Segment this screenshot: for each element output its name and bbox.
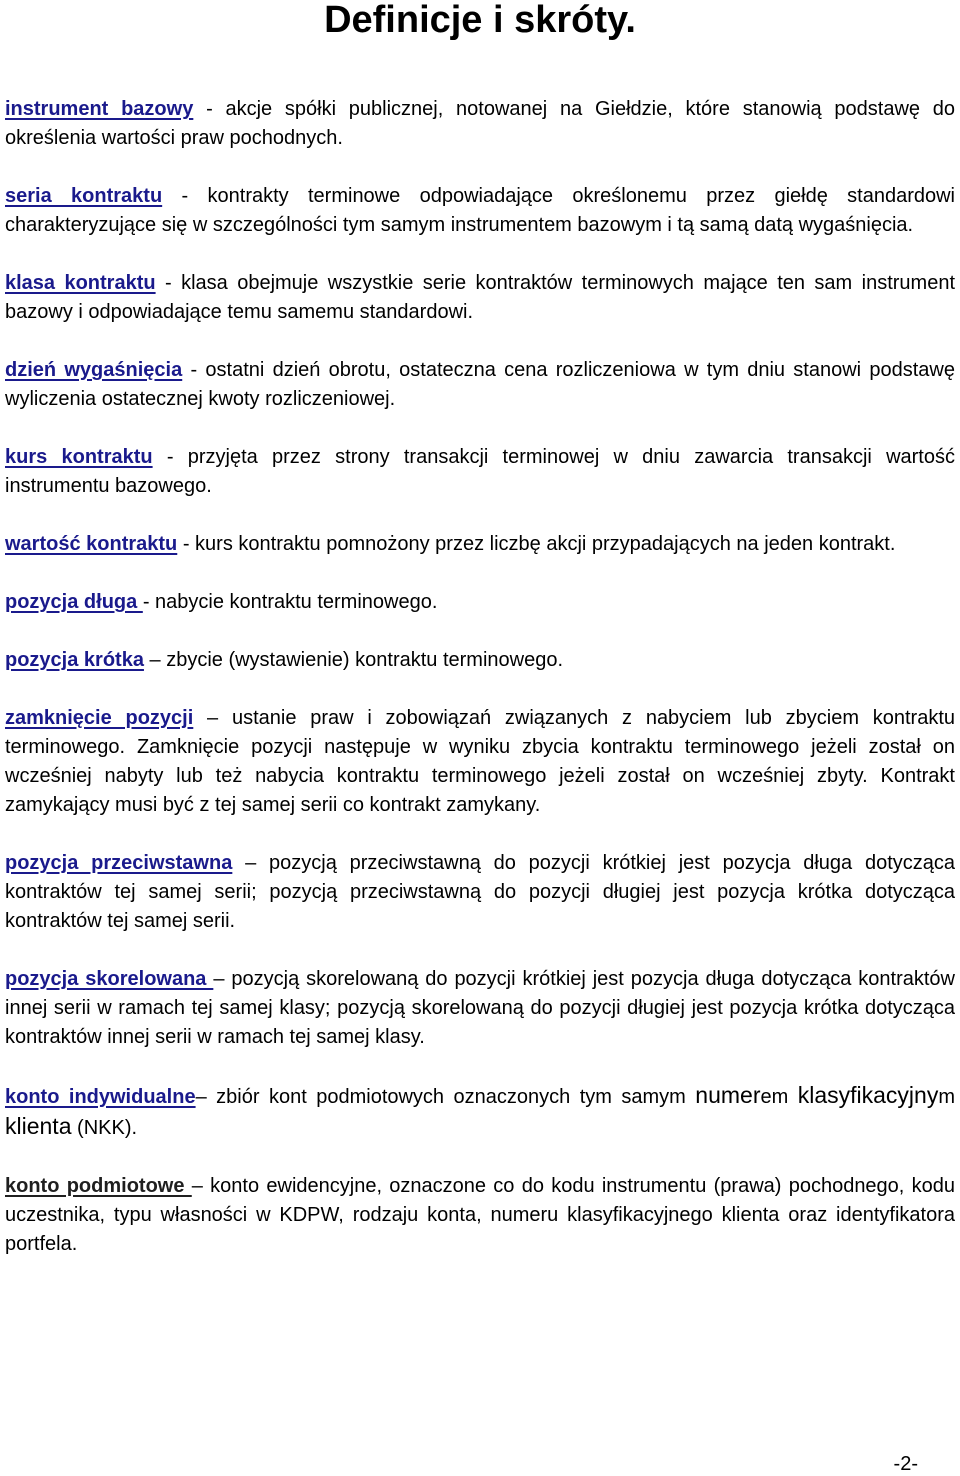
definition-item xyxy=(5,704,955,820)
definition-item xyxy=(5,849,955,936)
definition-item xyxy=(5,646,955,675)
definition-separator: – xyxy=(232,852,270,874)
definition-separator: – xyxy=(193,707,232,729)
definition-term: klasa kontraktu xyxy=(5,272,156,294)
definition-text-large: numer xyxy=(695,1082,761,1108)
definition-text-large: klasyfikacyjny xyxy=(797,1082,939,1108)
definition-term: instrument bazowy xyxy=(5,98,194,120)
definition-separator: - xyxy=(177,533,196,555)
definition-term: pozycja długa xyxy=(5,591,143,613)
definition-term: zamknięcie pozycji xyxy=(5,707,194,729)
definitions-list xyxy=(5,95,955,1288)
definition-separator: - xyxy=(162,185,208,207)
definition-term: konto indywidualne xyxy=(5,1086,196,1108)
definition-text: kurs kontraktu pomnożony przez liczbę akcji przypadających na jeden kontrakt. xyxy=(195,533,896,555)
definition-text: akcje spółki publicznej, notowanej na Giełdzie, które stanowią podstawę do określenia wartości praw pochodnych. xyxy=(5,98,955,149)
definition-item xyxy=(5,95,955,153)
definition-separator: - xyxy=(152,446,188,468)
definition-separator: - xyxy=(182,359,206,381)
definition-item xyxy=(5,182,955,240)
definition-text: m xyxy=(938,1086,956,1108)
page-title: Definicje i skróty. xyxy=(324,0,636,41)
definition-separator: - xyxy=(155,272,182,294)
page-number: -2- xyxy=(893,1453,918,1475)
definition-term: pozycja krótka xyxy=(5,649,144,671)
definition-term: dzień wygaśnięcia xyxy=(5,359,183,381)
definition-text: przyjęta przez strony transakcji terminowej w dniu zawarcia transakcji wartość instrumentu bazowego. xyxy=(5,446,955,497)
definition-separator: – xyxy=(195,1086,217,1108)
definition-separator: - xyxy=(193,98,226,120)
definition-item xyxy=(5,269,955,327)
definition-text: (NKK). xyxy=(71,1117,138,1139)
definition-separator: - xyxy=(142,591,156,613)
definition-text: nabycie kontraktu terminowego. xyxy=(155,591,438,613)
definition-text: ustanie praw i zobowiązań związanych z nabyciem lub zbyciem kontraktu terminowego. Zamknięcie pozycji następuje w wyniku zbycia kontraktu terminowego jeżeli został on wcześniej nabyty lub też nabycia kontraktu terminowego jeżeli został on wcześniej zbyty. Kontrakt zamykający musi być z tej samej serii co kontrakt zamykany. xyxy=(5,707,956,816)
definition-term: wartość kontraktu xyxy=(5,533,178,555)
definition-text: kontrakty terminowe odpowiadające określonemu przez giełdę standardowi charakteryzujące się w szczególności tym samym instrumentem bazowym i tą samą datą wygaśnięcia. xyxy=(5,185,955,236)
definition-term: seria kontraktu xyxy=(5,185,163,207)
definition-text: zbiór kont podmiotowych oznaczonych tym samym xyxy=(216,1086,696,1108)
definition-term: konto podmiotowe xyxy=(5,1175,192,1197)
definition-separator: – xyxy=(143,649,167,671)
definition-text-large: klienta xyxy=(5,1113,72,1139)
definition-separator: – xyxy=(191,1175,211,1197)
definition-text: ostatni dzień obrotu, ostateczna cena rozliczeniowa w tym dniu stanowi podstawę wyliczenia ostatecznej kwoty rozliczeniowej. xyxy=(5,359,955,410)
definition-item xyxy=(5,356,955,414)
definition-item xyxy=(5,588,955,617)
definition-term: pozycja przeciwstawna xyxy=(5,852,233,874)
definition-item xyxy=(5,530,955,559)
definition-text: pozycją przeciwstawną do pozycji krótkiej jest pozycja długa dotycząca kontraktów tej samej serii; pozycją przeciwstawną do pozycji długiej jest pozycja krótka dotycząca kontraktów tej samej serii. xyxy=(5,852,956,932)
definition-text: zbycie (wystawienie) kontraktu terminowego. xyxy=(166,649,564,671)
definition-term: pozycja skorelowana xyxy=(5,968,214,990)
definition-text: konto ewidencyjne, oznaczone co do kodu instrumentu (prawa) pochodnego, kodu uczestnika, typu własności w KDPW, rodzaju konta, numeru klasyfikacyjnego klienta oraz identyfikatora portfela. xyxy=(5,1175,956,1255)
definition-separator: – xyxy=(213,968,232,990)
definition-text: pozycją skorelowaną do pozycji krótkiej jest pozycja długa dotycząca kontraktów innej serii w ramach tej samej klasy; pozycją skorelowaną do pozycji długiej jest pozycja krótka dotycząca kontraktów innej serii w ramach tej samej klasy. xyxy=(5,968,955,1048)
definition-text: klasa obejmuje wszystkie serie kontraktów terminowych mające ten sam instrument bazowy i odpowiadające temu samemu standardowi. xyxy=(5,272,955,323)
definition-text: em xyxy=(760,1086,798,1108)
definition-item xyxy=(5,965,955,1052)
definition-item xyxy=(5,1081,955,1143)
definition-item xyxy=(5,1172,955,1259)
definition-term: kurs kontraktu xyxy=(5,446,153,468)
definition-item xyxy=(5,443,955,501)
